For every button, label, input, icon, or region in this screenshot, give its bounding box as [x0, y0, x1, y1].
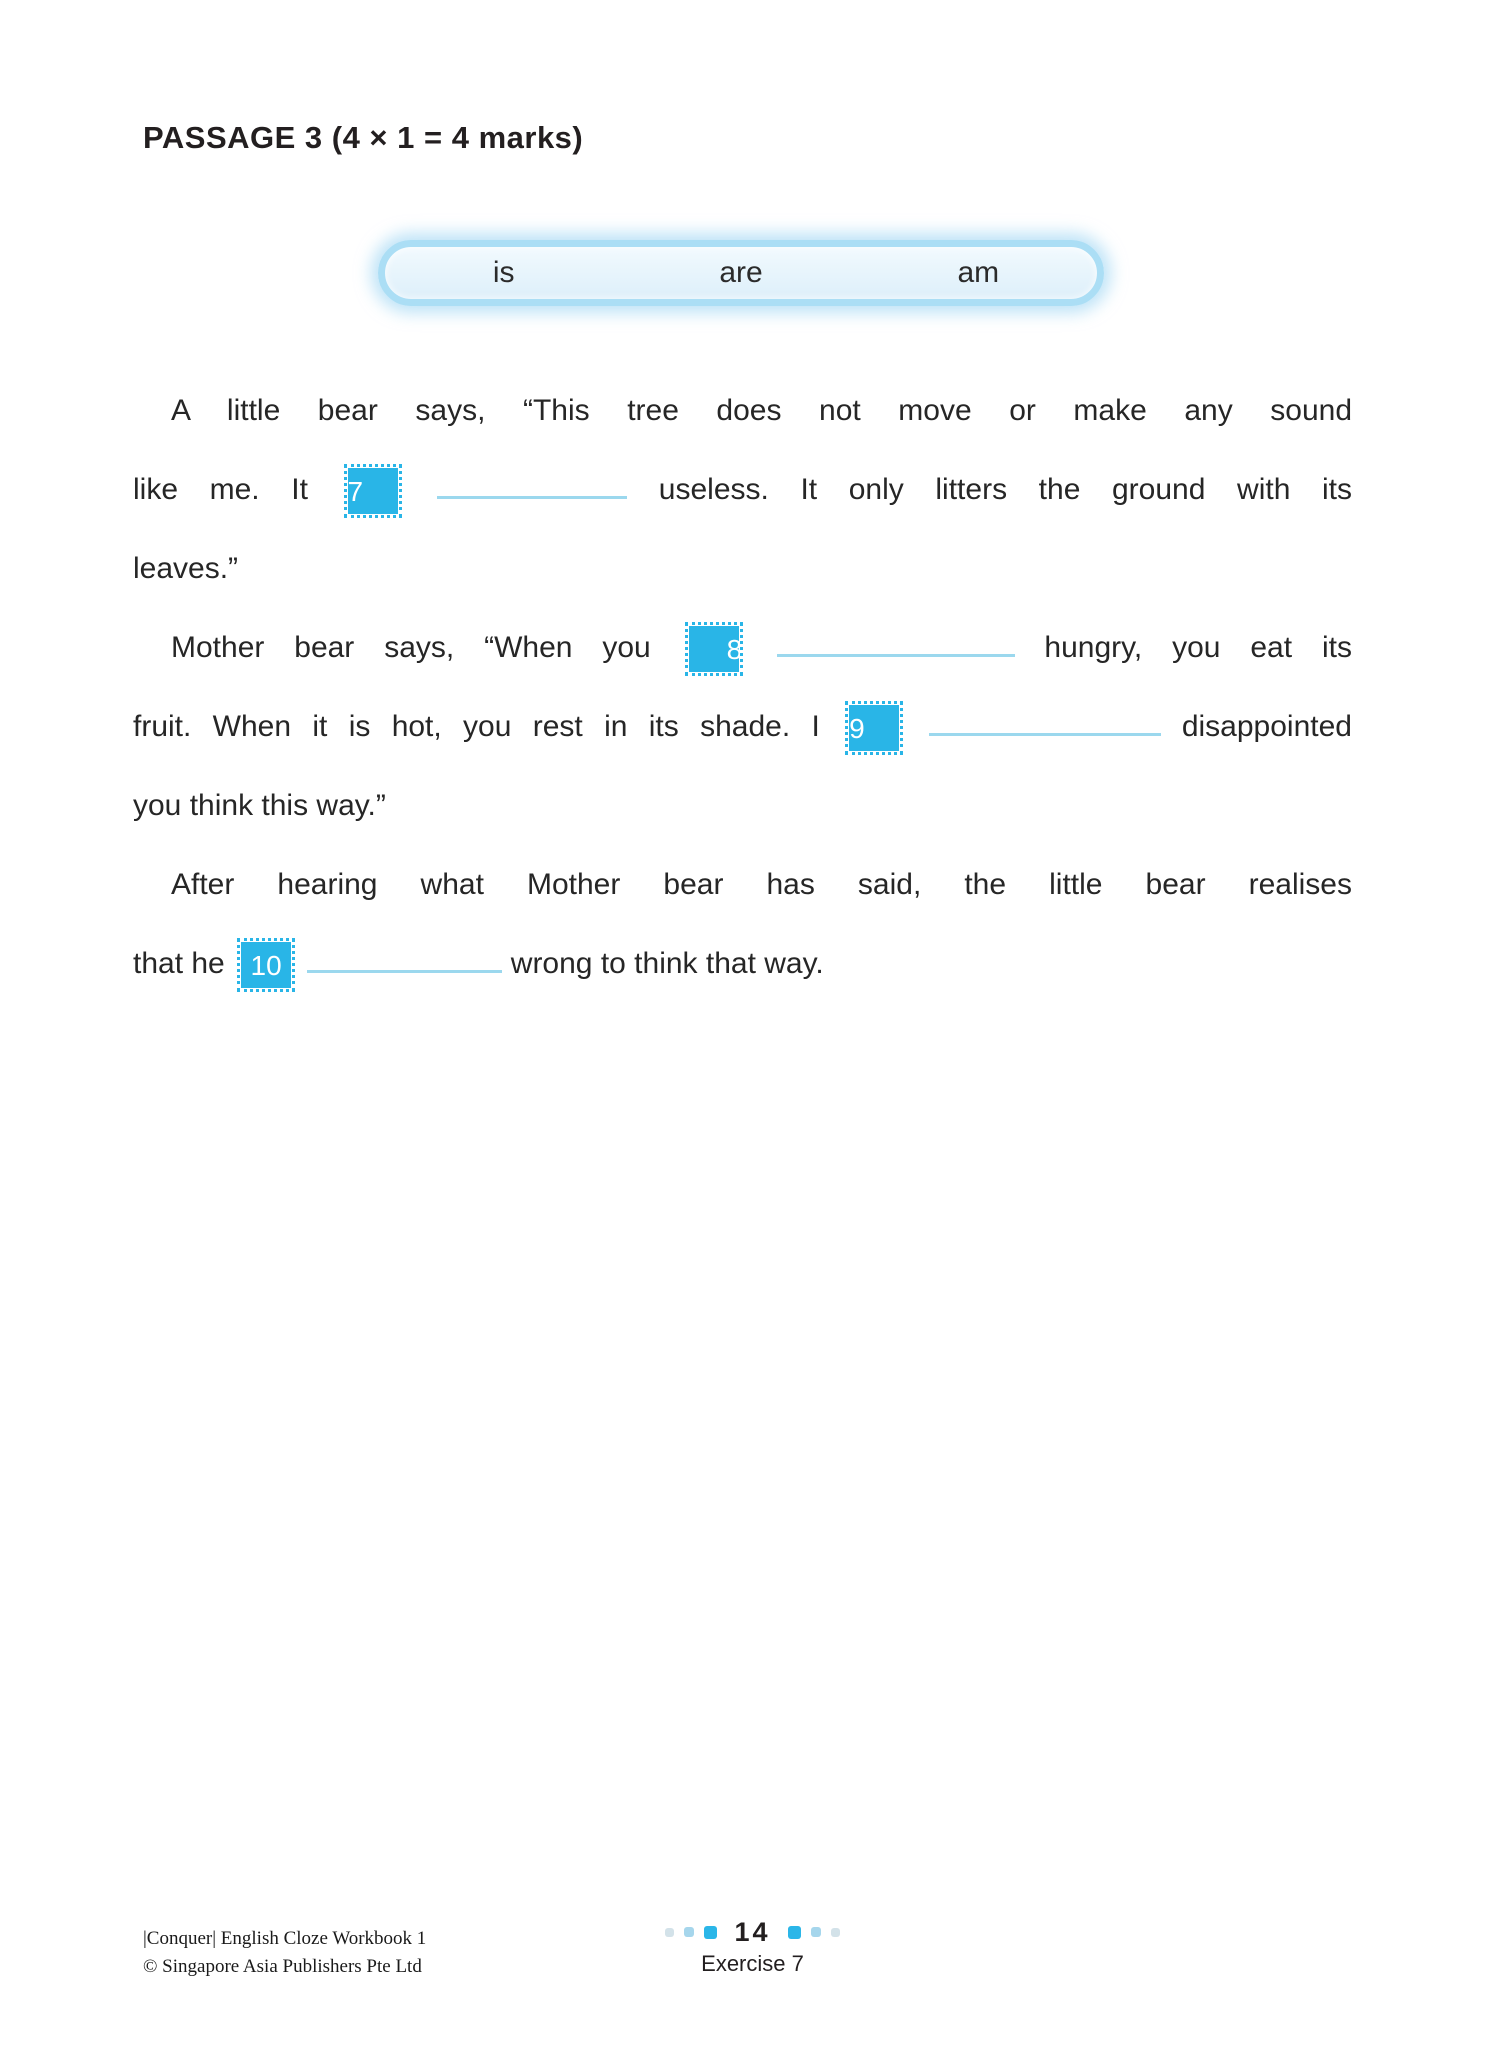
page-dot-icon	[704, 1926, 717, 1939]
page-footer-center	[0, 1916, 1505, 1977]
passage-text: you think this way.”	[133, 789, 386, 822]
passage-text: fruit. When it is hot, you rest in its shade. I	[133, 710, 820, 743]
answer-blank-line	[437, 466, 627, 499]
passage-line	[133, 924, 1352, 1003]
passage-text: that he	[133, 947, 225, 980]
answer-blank-line	[307, 940, 502, 973]
blank-number-badge: 10	[241, 942, 291, 988]
word-bank-option: are	[719, 256, 763, 289]
passage-text: Mother bear says, “When you	[171, 631, 651, 664]
blank-number-badge: 8	[689, 626, 739, 672]
word-bank-box	[378, 240, 1104, 306]
page-title: PASSAGE 3 (4 × 1 = 4 marks)	[143, 120, 584, 155]
passage-line	[133, 687, 1352, 766]
passage-text: useless. It only litters the ground with its	[658, 473, 1352, 506]
word-bank-option: is	[492, 256, 515, 289]
passage-text: like me. It	[133, 473, 308, 506]
passage-text-block	[133, 371, 1352, 1003]
passage-text: After hearing what Mother bear has said, the little bear realises	[171, 868, 1352, 901]
page-dot-icon	[788, 1926, 801, 1939]
passage-text: A little bear says, “This tree does not move or make any sound	[171, 394, 1352, 427]
imprint-line: |Conquer| English Cloze Workbook 1	[143, 1928, 427, 1949]
answer-blank-line	[929, 703, 1161, 736]
passage-text: disappointed	[1181, 710, 1352, 743]
passage-line	[133, 766, 1352, 845]
passage-line	[133, 450, 1352, 529]
passage-text: wrong to think that way.	[510, 947, 824, 980]
blank-number-badge: 9	[849, 705, 899, 751]
page-number-row	[0, 1916, 1505, 1948]
passage-line	[133, 845, 1352, 924]
passage-line	[133, 371, 1352, 450]
page-dot-icon	[684, 1927, 694, 1937]
page-dot-icon	[831, 1928, 840, 1937]
passage-line	[133, 529, 1352, 608]
word-bank-option: am	[957, 256, 1000, 289]
page-dot-icon	[811, 1927, 821, 1937]
answer-blank-line	[777, 624, 1015, 657]
exercise-label: Exercise 7	[701, 1951, 804, 1976]
passage-text: hungry, you eat its	[1044, 631, 1352, 664]
imprint-line: © Singapore Asia Publishers Pte Ltd	[143, 1956, 422, 1977]
passage-text: leaves.”	[133, 552, 239, 585]
page-dot-icon	[665, 1928, 674, 1937]
passage-line	[133, 608, 1352, 687]
page-number: 14	[734, 1917, 771, 1947]
blank-number-badge: 7	[348, 468, 398, 514]
